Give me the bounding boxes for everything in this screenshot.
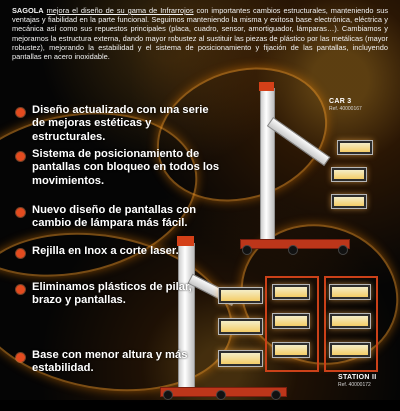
- car3-lamp: [331, 194, 367, 209]
- car3-lamp: [331, 167, 367, 182]
- car3-product-image: [240, 88, 385, 258]
- intro-body-text: con importantes cambios estructurales, manteniendo sus ventajas y fiabilidad en la parte funcional. Seguimos manteniendo la misma y exitosa base electrónica, eléctrica y mecánica así como sus repuestos principales (placa, cuadro, sensor, amortiguador, lámparas…). Cambiamos y mejoramos la estructura externa, dando mayor robustez al sustituir las piezas de plástico por las metálicas (mayor robustez), mejorando la estabilidad y el sistema de posicionamiento y fijación de las pantallas, incluyendo pantallas en acero inoxidable.: [12, 6, 389, 62]
- feature-text: Diseño actualizado con una serie de mejoras estéticas y estructurales.: [32, 104, 209, 143]
- intro-underlined-text: mejora el diseño de su gama de Infrarrojos: [46, 6, 194, 15]
- feature-item: [16, 148, 221, 188]
- station2-label: [338, 374, 377, 388]
- bullet-dot-icon: [16, 152, 25, 161]
- car3-arm: [267, 117, 331, 166]
- station2-lamp: [218, 350, 263, 367]
- station2-lamp: [329, 313, 371, 329]
- feature-item: [16, 281, 221, 308]
- station2-wheel: [216, 390, 226, 400]
- station2-wheel: [163, 390, 173, 400]
- feature-text: Rejilla en Inox a corte laser.: [32, 245, 179, 257]
- intro-paragraph: [12, 6, 388, 61]
- station2-lamp: [272, 342, 310, 358]
- car3-top-cap: [259, 82, 274, 91]
- feature-item: [16, 349, 221, 376]
- bullet-dot-icon: [16, 353, 25, 362]
- station2-model-name: STATION II: [338, 374, 377, 381]
- feature-item: [16, 204, 221, 231]
- feature-text: Base con menor altura y más estabilidad.: [32, 349, 188, 375]
- car3-label: [329, 98, 362, 112]
- station2-lamp: [329, 284, 371, 300]
- feature-text: Sistema de posicionamiento de pantallas con bloqueo en todos los movimientos.: [32, 148, 220, 187]
- station2-lamp: [329, 342, 371, 358]
- feature-text: Nuevo diseño de pantallas con cambio de lámpara más fácil.: [32, 204, 197, 230]
- bullet-dot-icon: [16, 285, 25, 294]
- station2-wheel: [271, 390, 281, 400]
- car3-model-name: CAR 3: [329, 98, 352, 105]
- bullet-dot-icon: [16, 208, 25, 217]
- bullet-dot-icon: [16, 249, 25, 258]
- feature-text: Eliminamos plásticos de pilar, brazo y pantallas.: [32, 281, 192, 307]
- car3-ref: Ref. 40000167: [329, 106, 362, 112]
- station2-ref: Ref. 40000172: [338, 382, 371, 388]
- car3-pole: [260, 88, 275, 248]
- station2-lamp: [272, 284, 310, 300]
- brand-name: SAGOLA: [12, 6, 44, 15]
- feature-item: [16, 104, 221, 144]
- station2-lamp: [272, 313, 310, 329]
- car3-lamp: [337, 140, 373, 155]
- station2-lamp: [218, 287, 263, 304]
- bullet-dot-icon: [16, 108, 25, 117]
- station2-lamp: [218, 318, 263, 335]
- feature-item: [16, 245, 221, 258]
